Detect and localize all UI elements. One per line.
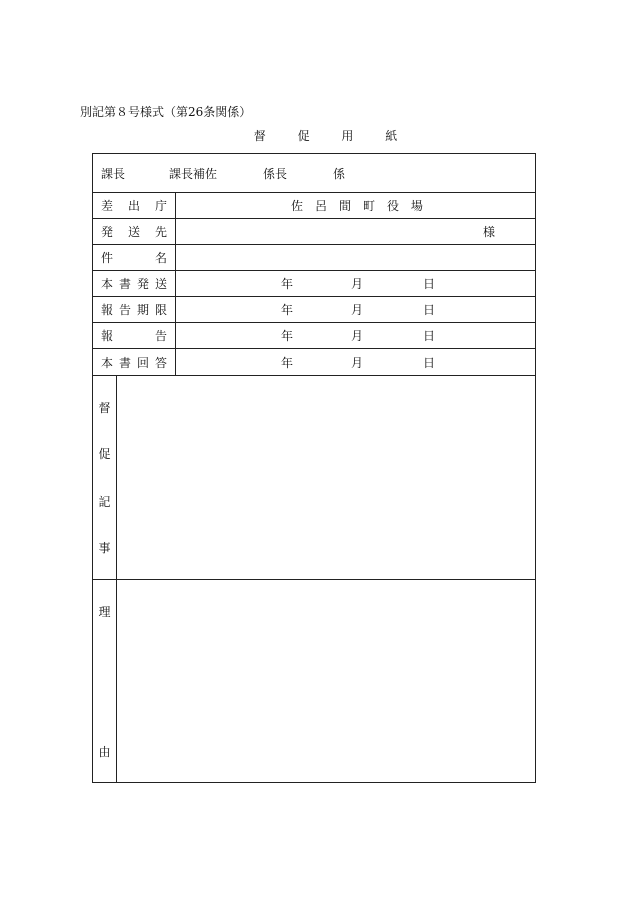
section-reason bbox=[93, 580, 535, 782]
row-label: 本 書 発 送 bbox=[101, 277, 167, 291]
row-reply-date: 本 書 回 答 年 月 日 bbox=[93, 349, 535, 376]
approval-assistant-chief: 課長補佐 bbox=[169, 167, 218, 181]
row-report-deadline: 報 告 期 限 年 月 日 bbox=[93, 297, 535, 323]
row-label: 件 名 bbox=[101, 251, 167, 265]
approval-staff: 係 bbox=[333, 167, 346, 181]
row-label: 発 送 先 bbox=[101, 225, 167, 239]
honorific-suffix: 様 bbox=[483, 225, 496, 239]
form-table bbox=[92, 153, 536, 783]
section-dunning-record bbox=[93, 376, 535, 580]
form-caption: 別記第８号様式（第26条関係） bbox=[80, 105, 252, 119]
section-label-vertical: 督 促 記 事 bbox=[98, 401, 111, 555]
row-subject bbox=[93, 245, 535, 271]
approval-row bbox=[93, 154, 535, 193]
row-label: 報 告 期 限 bbox=[101, 303, 167, 317]
section-label-vertical: 理 由 bbox=[98, 605, 111, 759]
title-char: 督 bbox=[253, 129, 266, 143]
row-label: 本 書 回 答 bbox=[101, 355, 167, 370]
sender-value: 佐 呂 間 町 役 場 bbox=[291, 199, 423, 213]
row-label: 報 告 bbox=[101, 329, 167, 343]
title-char: 促 bbox=[297, 129, 310, 143]
row-sent-date: 本 書 発 送 年 月 日 bbox=[93, 271, 535, 297]
approval-subsection-chief: 係長 bbox=[263, 167, 288, 181]
form-title bbox=[0, 128, 630, 144]
approval-section-chief: 課長 bbox=[101, 167, 126, 181]
row-destination bbox=[93, 219, 535, 245]
title-char: 紙 bbox=[385, 129, 398, 143]
row-label: 差 出 庁 bbox=[101, 199, 167, 213]
title-char: 用 bbox=[341, 129, 354, 143]
row-sender bbox=[93, 193, 535, 219]
row-report: 報 告 年 月 日 bbox=[93, 323, 535, 349]
